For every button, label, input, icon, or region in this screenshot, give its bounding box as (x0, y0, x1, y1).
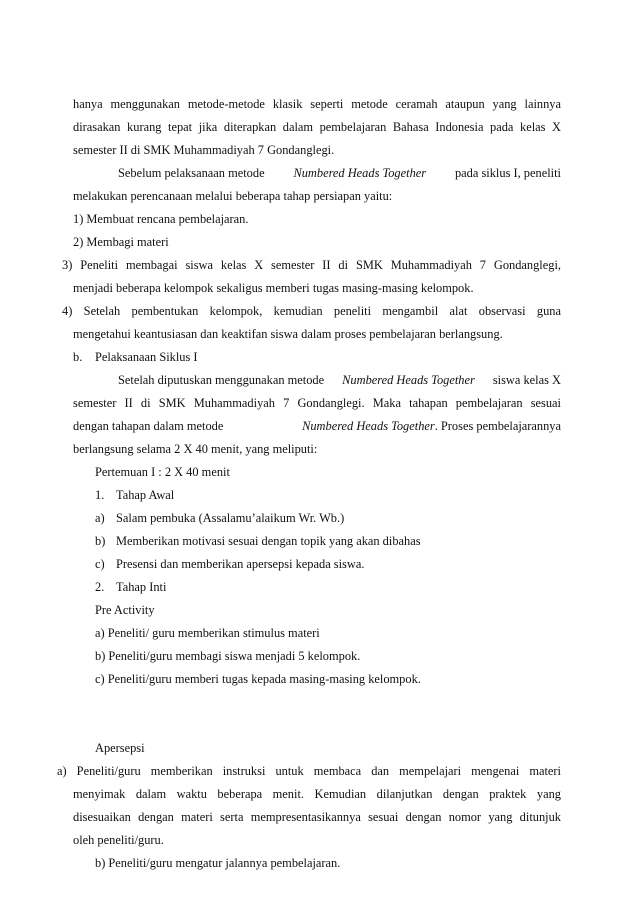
list-marker: 1. (95, 488, 105, 502)
list-marker: a) (95, 511, 105, 525)
meeting-heading: Pertemuan I : 2 X 40 menit (95, 465, 230, 479)
paragraph-line: mengetahui keantusiasan dan keaktifan siswa dalam proses pembelajaran berlangsung. (73, 327, 503, 341)
text-span: pada siklus I, peneliti (454, 166, 561, 180)
sub-heading: Apersepsi (95, 741, 145, 755)
text-span: . Proses pembelajarannya (434, 419, 561, 433)
list-item: 1) Membuat rencana pembelajaran. (73, 212, 249, 226)
section-heading: Pelaksanaan Siklus I (95, 350, 198, 364)
list-item: 2) Membagi materi (73, 235, 169, 249)
paragraph-line: hanya menggunakan metode-metode klasik seperti metode ceramah ataupun yang lainnya (73, 97, 561, 111)
paragraph-line (73, 418, 561, 434)
paragraph-line: menyimak dalam waktu beberapa menit. Kemudian dilanjutkan dengan praktek yang (73, 787, 561, 801)
list-item: Salam pembuka (Assalamu’alaikum Wr. Wb.) (116, 511, 345, 525)
list-item: Presensi dan memberikan apersepsi kepada siswa. (116, 557, 365, 571)
method-name: Numbered Heads Together (342, 373, 475, 387)
stage-heading: Tahap Awal (116, 488, 175, 502)
list-item: 3) Peneliti membagai siswa kelas X semester II di SMK Muhammadiyah 7 Gondanglegi, (62, 258, 561, 272)
list-item: c) Peneliti/guru memberi tugas kepada masing-masing kelompok. (95, 672, 421, 686)
list-marker: b. (73, 350, 83, 364)
paragraph-line: dirasakan kurang tepat jika diterapkan dalam pembelajaran Bahasa Indonesia pada kelas X (73, 120, 561, 134)
list-marker: 2. (95, 580, 105, 594)
method-name: Numbered Heads Together (302, 419, 435, 433)
text-span: siswa kelas X (492, 373, 561, 387)
paragraph-line: semester II di SMK Muhammadiyah 7 Gondanglegi. Maka tahapan pembelajaran sesuai (73, 396, 561, 410)
list-item: 4) Setelah pembentukan kelompok, kemudian peneliti mengambil alat observasi guna (62, 304, 561, 318)
paragraph-line: oleh peneliti/guru. (73, 833, 164, 847)
method-name: Numbered Heads Together (293, 166, 427, 180)
list-item: Memberikan motivasi sesuai dengan topik yang akan dibahas (116, 534, 421, 548)
paragraph-line: menjadi beberapa kelompok sekaligus memberi tugas masing-masing kelompok. (73, 281, 474, 295)
list-marker: c) (95, 557, 105, 571)
paragraph-line: melakukan perencanaan melalui beberapa tahap persiapan yaitu: (73, 189, 393, 203)
sub-heading: Pre Activity (95, 603, 155, 617)
paragraph-line: semester II di SMK Muhammadiyah 7 Gondanglegi. (73, 143, 335, 157)
paragraph-line (118, 165, 561, 181)
stage-heading: Tahap Inti (116, 580, 167, 594)
list-item: a) Peneliti/ guru memberikan stimulus materi (95, 626, 320, 640)
text-span: Sebelum pelaksanaan metode (118, 166, 265, 180)
paragraph-line: disesuaikan dengan materi serta mempresentasikannya sesuai dengan nomor yang ditunjuk (73, 810, 561, 824)
list-item: b) Peneliti/guru membagi siswa menjadi 5 kelompok. (95, 649, 361, 663)
list-marker: b) (95, 534, 106, 548)
list-item: a) Peneliti/guru memberikan instruksi untuk membaca dan mempelajari mengenai materi (57, 764, 561, 778)
list-item: b) Peneliti/guru mengatur jalannya pembelajaran. (95, 856, 341, 870)
paragraph-line (118, 372, 561, 388)
paragraph-line: berlangsung selama 2 X 40 menit, yang meliputi: (73, 442, 318, 456)
text-span: dengan tahapan dalam metode (73, 419, 224, 433)
text-span: Setelah diputuskan menggunakan metode (118, 373, 325, 387)
